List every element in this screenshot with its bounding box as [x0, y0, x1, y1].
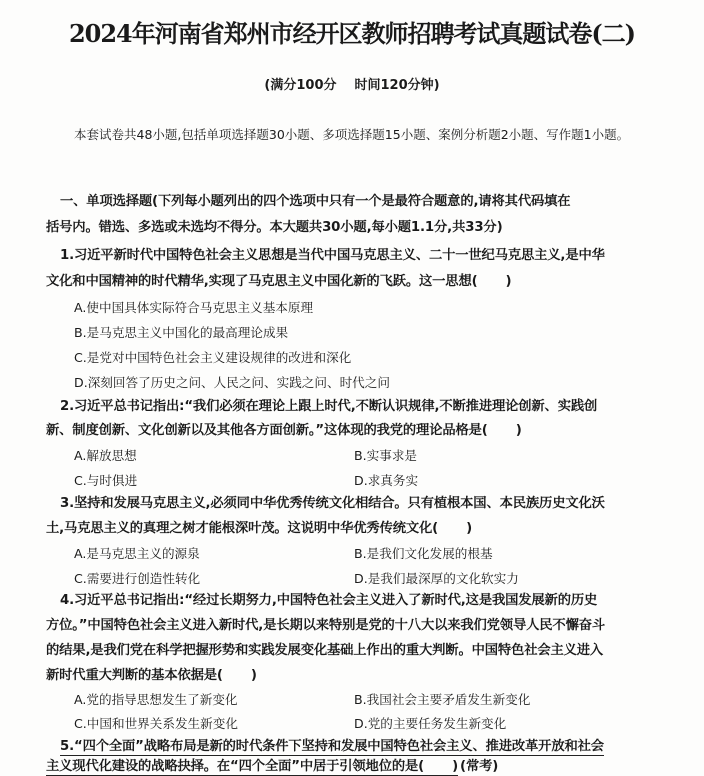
- question-2-option-a: A.解放思想: [74, 448, 137, 463]
- question-3-option-b: B.是我们文化发展的根基: [354, 546, 493, 561]
- frequent-tag: (常考): [460, 759, 499, 774]
- question-3-stem-cont: 土,马克思主义的真理之树才能根深叶茂。这说明中华优秀传统文化( ): [46, 521, 473, 536]
- question-4-option-a: A.党的指导思想发生了新变化: [74, 692, 238, 707]
- question-4-stem-3: 的结果,是我们党在科学把握形势和实践发展变化基础上作出的重大判断。中国特色社会主义进入: [46, 643, 604, 658]
- section-heading-cont: 括号内。错选、多选或未选均不得分。本大题共30小题,每小题1.1分,共33分): [46, 220, 503, 235]
- question-2-option-b: B.实事求是: [354, 448, 418, 463]
- question-4-stem: 4.习近平总书记指出:“经过长期努力,中国特色社会主义进入了新时代,这是我国发展新的历史: [60, 593, 598, 608]
- question-4-stem-4: 新时代重大判断的基本依据是( ): [46, 668, 257, 683]
- section-heading: 一、单项选择题(下列每小题列出的四个选项中只有一个是最符合题意的,请将其代码填在: [60, 194, 571, 209]
- question-5-stem: 5.“四个全面”战略布局是新的时代条件下坚持和发展中国特色社会主义、推进改革开放和社会: [60, 739, 604, 754]
- question-1-stem: 1.习近平新时代中国特色社会主义思想是当代中国马克思主义、二十一世纪马克思主义,是中华: [60, 248, 605, 263]
- page-title: 2024年河南省郑州市经开区教师招聘考试真题试卷(二): [69, 19, 635, 48]
- question-1-option-c: C.是党对中国特色社会主义建设规律的改进和深化: [74, 350, 352, 365]
- question-2-option-c: C.与时俱进: [74, 473, 138, 488]
- exam-info: [0, 74, 704, 93]
- question-3-option-a: A.是马克思主义的源泉: [74, 546, 200, 561]
- question-1-option-d: D.深刻回答了历史之问、人民之问、实践之问、时代之问: [74, 375, 390, 390]
- score-info: (满分100分: [264, 78, 337, 93]
- question-1-option-a: A.使中国具体实际符合马克思主义基本原理: [74, 300, 314, 315]
- question-2-stem-cont: 新、制度创新、文化创新以及其他各方面创新。”这体现的我党的理论品格是( ): [46, 423, 522, 438]
- question-3-stem: 3.坚持和发展马克思主义,必须同中华优秀传统文化相结合。只有植根本国、本民族历史文化沃: [60, 496, 605, 511]
- question-2-option-d: D.求真务实: [354, 473, 419, 488]
- instructions: 本套试卷共48小题,包括单项选择题30小题、多项选择题15小题、案例分析题2小题、写作题1小题。: [74, 127, 630, 142]
- question-4-option-c: C.中国和世界关系发生新变化: [74, 716, 238, 731]
- question-3-option-c: C.需要进行创造性转化: [74, 571, 201, 586]
- question-2-stem: 2.习近平总书记指出:“我们必须在理论上跟上时代,不断认识规律,不断推进理论创新、实践创: [60, 399, 598, 414]
- question-1-stem-cont: 文化和中国精神的时代精华,实现了马克思主义中国化新的飞跃。这一思想( ): [46, 274, 512, 289]
- question-4-option-b: B.我国社会主要矛盾发生新变化: [354, 692, 531, 707]
- question-4-option-d: D.党的主要任务发生新变化: [354, 716, 507, 731]
- question-1-option-b: B.是马克思主义中国化的最高理论成果: [74, 325, 289, 340]
- question-4-stem-2: 方位。”中国特色社会主义进入新时代,是长期以来特别是党的十八大以来我们党领导人民不懈奋斗: [46, 618, 606, 633]
- time-info: 时间120分钟): [354, 78, 440, 93]
- question-3-option-d: D.是我们最深厚的文化软实力: [354, 571, 519, 586]
- question-5-stem-cont: 主义现代化建设的战略抉择。在“四个全面”中居于引领地位的是( ) (常考): [46, 759, 499, 774]
